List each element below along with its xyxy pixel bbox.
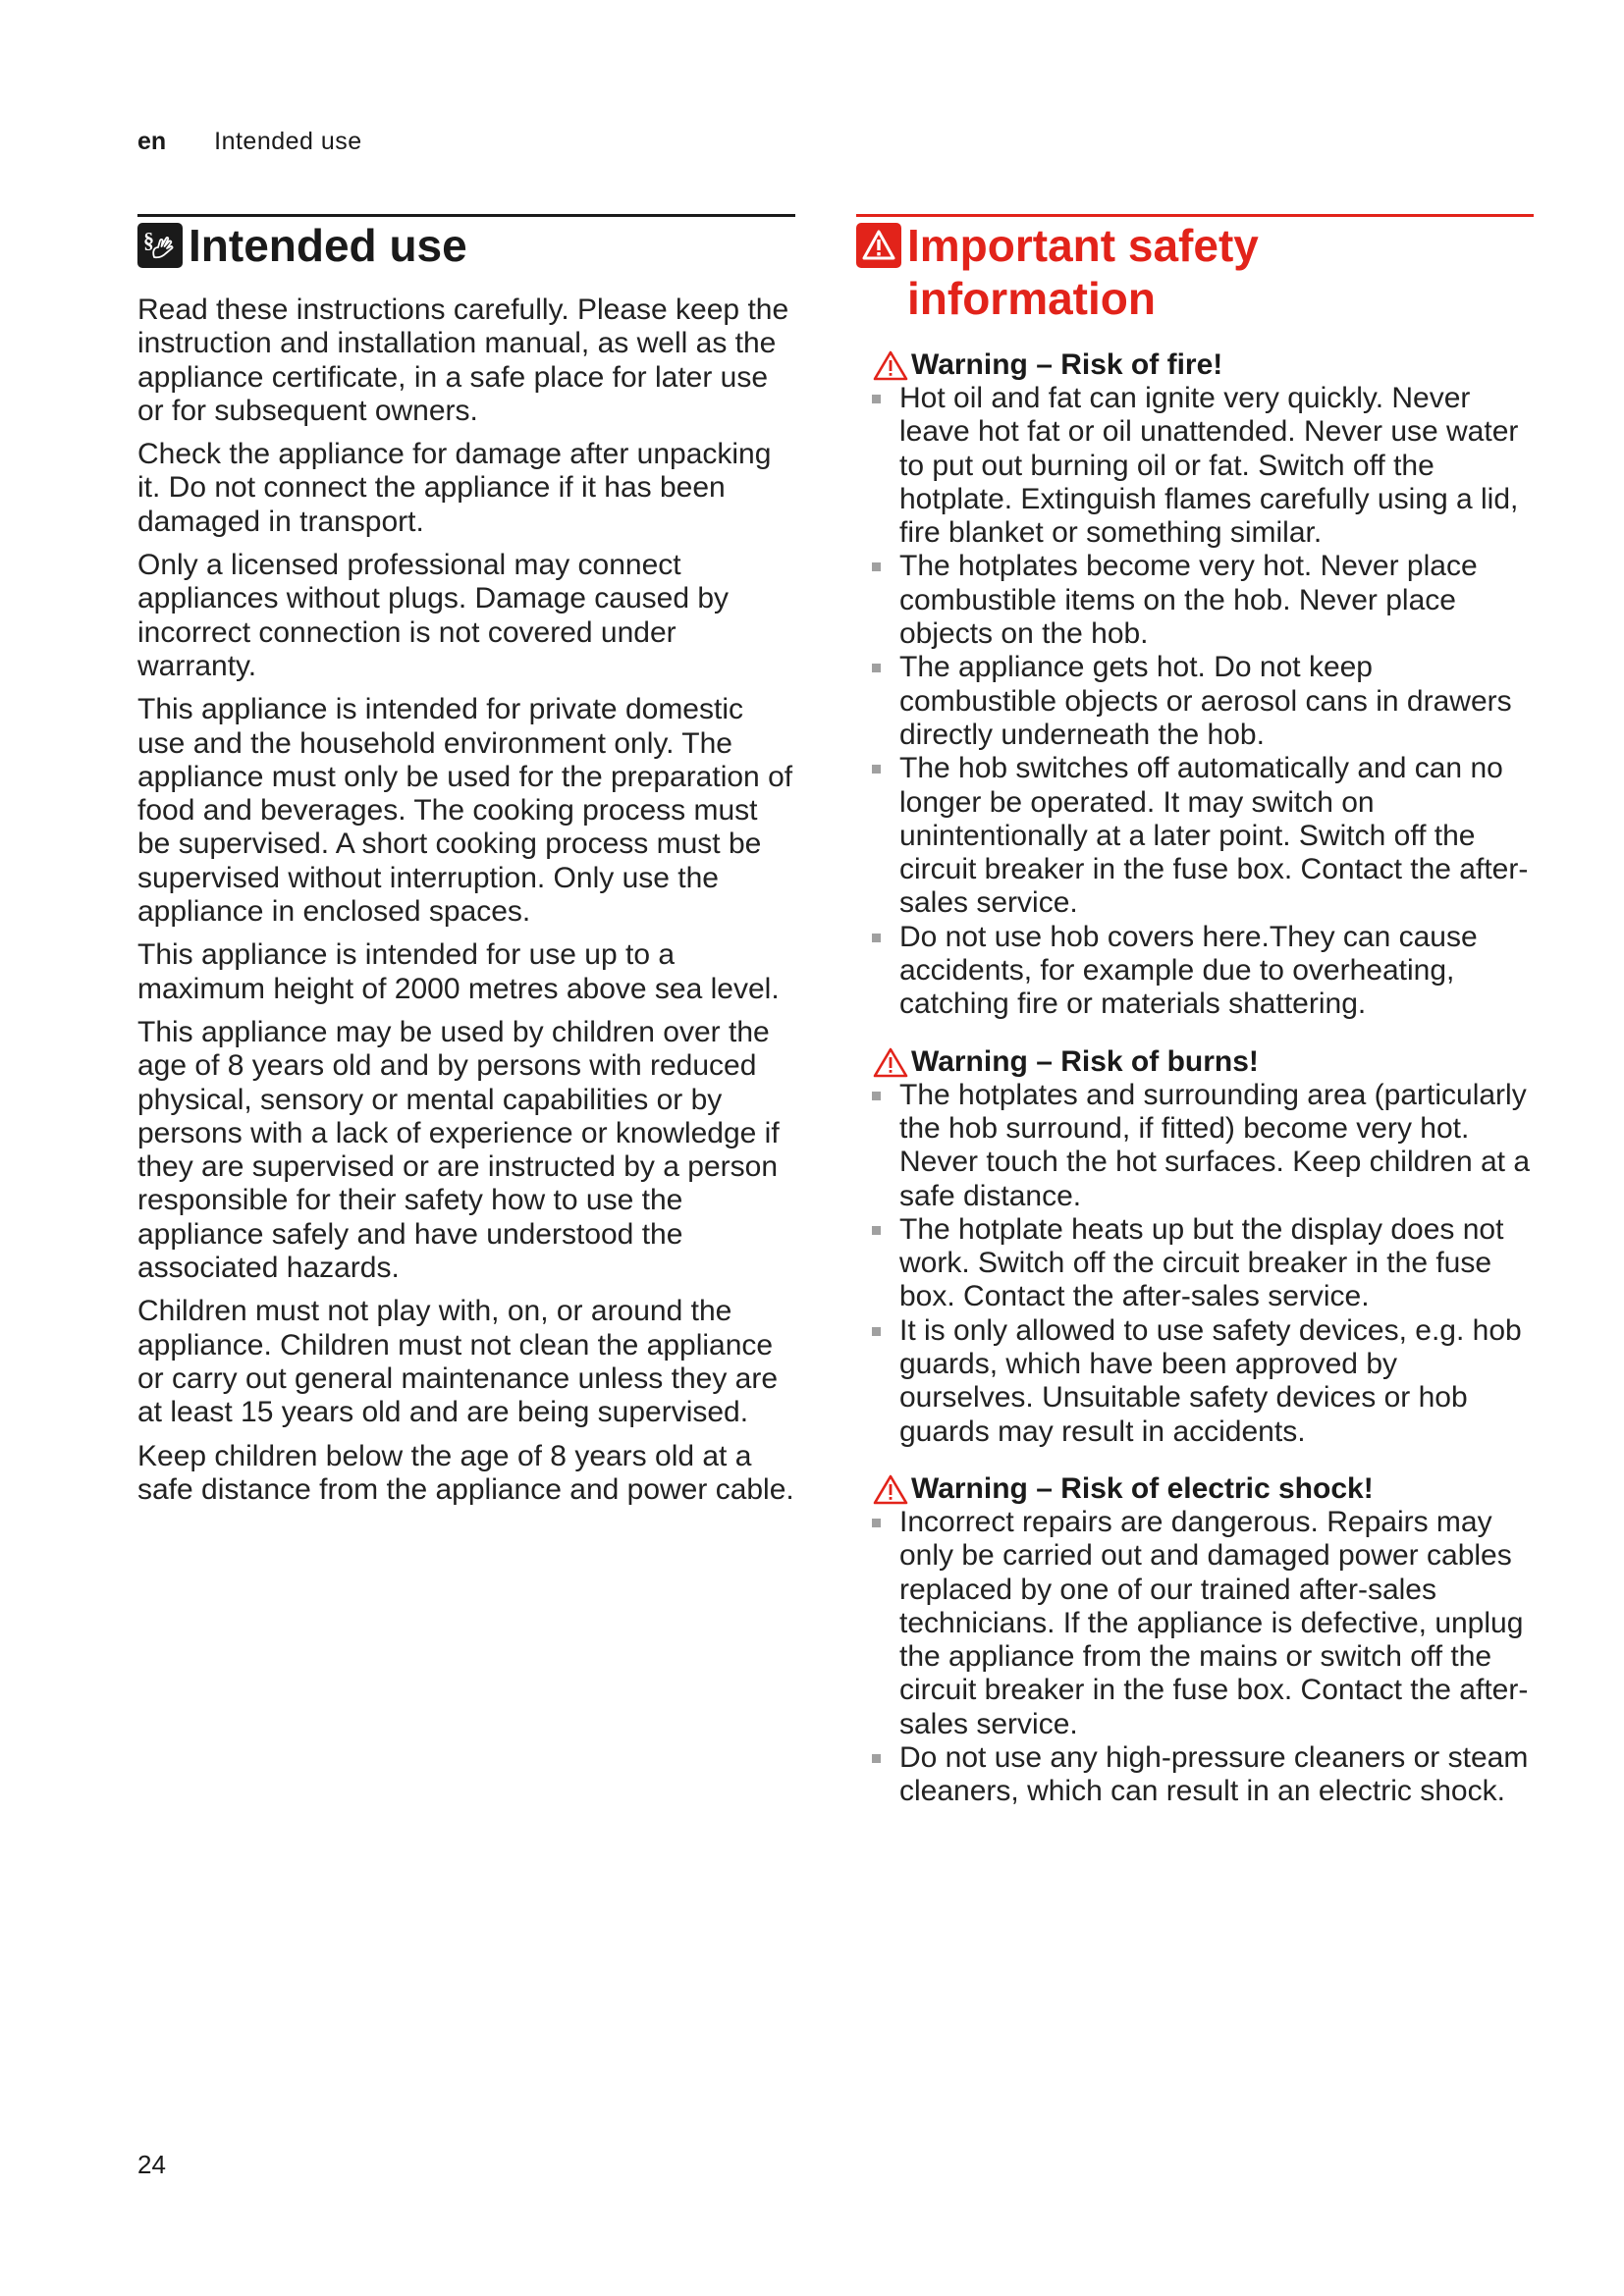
list-item-text: Do not use hob covers here.They can cause accidents, for example due to overheating, catching fire or materials shattering. xyxy=(899,920,1478,1021)
list-item-text: Incorrect repairs are dangerous. Repairs may only be carried out and damaged power cables replaced by one of our trained after-sales technicians. If the appliance is defective, unplug the appliance from the mains or switch off the circuit breaker in the fuse box. Contact the after-sales service. xyxy=(899,1505,1529,1740)
intended-use-section xyxy=(137,214,795,1517)
running-header-section: Intended use xyxy=(214,128,362,155)
warning-triangle-icon xyxy=(872,1046,909,1078)
section-rule xyxy=(856,214,1534,217)
svg-text:§: § xyxy=(143,228,154,252)
bullet-square-icon xyxy=(872,1226,881,1235)
intended-use-title: Intended use xyxy=(189,220,467,271)
warning-title: Warning – Risk of electric shock! xyxy=(911,1471,1374,1505)
language-code: en xyxy=(137,128,167,155)
list-item xyxy=(856,921,1534,1022)
list-item-text: Hot oil and fat can ignite very quickly. Never leave hot fat or oil unattended. Never use water to put out burning oil or fat. Switch off the hotplate. Extinguish flames carefully using a lid, fire blanket or something similar. xyxy=(899,382,1519,550)
warning-triangle-icon xyxy=(872,349,909,381)
bullet-square-icon xyxy=(872,1327,881,1336)
bullet-square-icon xyxy=(872,395,881,403)
list-item-text: The hotplate heats up but the display does not work. Switch off the circuit breaker in the fuse box. Contact the after-sales service. xyxy=(899,1212,1504,1313)
warning-title: Warning – Risk of fire! xyxy=(911,348,1223,381)
bullet-square-icon xyxy=(872,1519,881,1527)
safety-heading xyxy=(856,219,1534,325)
paragraph: Check the appliance for damage after unpacking it. Do not connect the appliance if it has been damaged in transport. xyxy=(137,438,772,538)
list-item-text: The hotplates become very hot. Never place combustible items on the hob. Never place objects on the hob. xyxy=(899,550,1478,651)
paragraph: Children must not play with, on, or around the appliance. Children must not clean the appliance or carry out general maintenance unless they are at least 15 years old and are being supervised. xyxy=(137,1295,779,1429)
paragraph: Only a licensed professional may connect appliances without plugs. Damage caused by incorrect connection is not covered under warranty. xyxy=(137,549,730,682)
bullet-square-icon xyxy=(872,664,881,672)
list-item xyxy=(856,382,1534,550)
safety-information-section xyxy=(856,214,1534,1809)
bullet-square-icon xyxy=(872,765,881,774)
list-item xyxy=(856,1314,1534,1449)
list-item-text: The appliance gets hot. Do not keep combustible objects or aerosol cans in drawers directly underneath the hob. xyxy=(899,651,1512,751)
warning-triangle-icon xyxy=(856,223,901,268)
running-header xyxy=(137,128,362,156)
paragraph: Read these instructions carefully. Please keep the instruction and installation manual, as well as the appliance certificate, in a safe place for later use or for subsequent owners. xyxy=(137,294,789,427)
warning-electric-list xyxy=(856,1506,1534,1809)
list-item-text: It is only allowed to use safety devices, e.g. hob guards, which have been approved by ourselves. Unsuitable safety devices or hob guards may result in accidents. xyxy=(899,1313,1522,1448)
warning-title: Warning – Risk of burns! xyxy=(911,1044,1259,1078)
warning-electric-heading xyxy=(872,1472,1534,1506)
list-item xyxy=(856,752,1534,920)
warning-fire-heading xyxy=(872,348,1534,382)
hand-section-icon xyxy=(137,223,183,268)
warning-fire-list xyxy=(856,382,1534,1022)
list-item-text: The hob switches off automatically and can no longer be operated. It may switch on unintentionally at a later point. Switch off the circuit breaker in the fuse box. Contact the after-sales service. xyxy=(899,752,1529,920)
warning-burns-heading xyxy=(872,1045,1534,1079)
bullet-square-icon xyxy=(872,1754,881,1763)
section-rule xyxy=(137,214,795,217)
list-item xyxy=(856,1506,1534,1741)
paragraph: This appliance may be used by children over the age of 8 years old and by persons with reduced physical, sensory or mental capabilities or by persons with a lack of experience or knowledge if they are supervised or are instructed by a person responsible for their safety how to use the appliance safely and have understood the associated hazards. xyxy=(137,1015,780,1285)
list-item-text: Do not use any high-pressure cleaners or steam cleaners, which can result in an electric shock. xyxy=(899,1740,1529,1808)
safety-title-line1: Important safety xyxy=(907,220,1259,271)
safety-title xyxy=(907,219,1259,325)
page-number: 24 xyxy=(137,2150,166,2179)
bullet-square-icon xyxy=(872,562,881,571)
warning-burns-list xyxy=(856,1079,1534,1449)
list-item-text: The hotplates and surrounding area (particularly the hob surround, if fitted) become very hot. Never touch the hot surfaces. Keep children at a safe distance. xyxy=(899,1078,1531,1212)
warning-triangle-icon xyxy=(872,1473,909,1505)
list-item xyxy=(856,1213,1534,1314)
paragraph: This appliance is intended for private domestic use and the household environment only. The appliance must only be used for the preparation of food and beverages. The cooking process must be supervised. A short cooking process must be supervised without interruption. Only use the appliance in enclosed spaces. xyxy=(137,693,793,929)
bullet-square-icon xyxy=(872,934,881,942)
list-item xyxy=(856,651,1534,752)
safety-title-line2: information xyxy=(907,273,1156,324)
intended-use-heading xyxy=(137,219,795,272)
paragraph: Keep children below the age of 8 years old at a safe distance from the appliance and power cable. xyxy=(137,1439,794,1506)
bullet-square-icon xyxy=(872,1092,881,1100)
list-item xyxy=(856,1079,1534,1213)
paragraph: This appliance is intended for use up to a maximum height of 2000 metres above sea level. xyxy=(137,938,780,1005)
list-item xyxy=(856,1741,1534,1809)
list-item xyxy=(856,550,1534,651)
